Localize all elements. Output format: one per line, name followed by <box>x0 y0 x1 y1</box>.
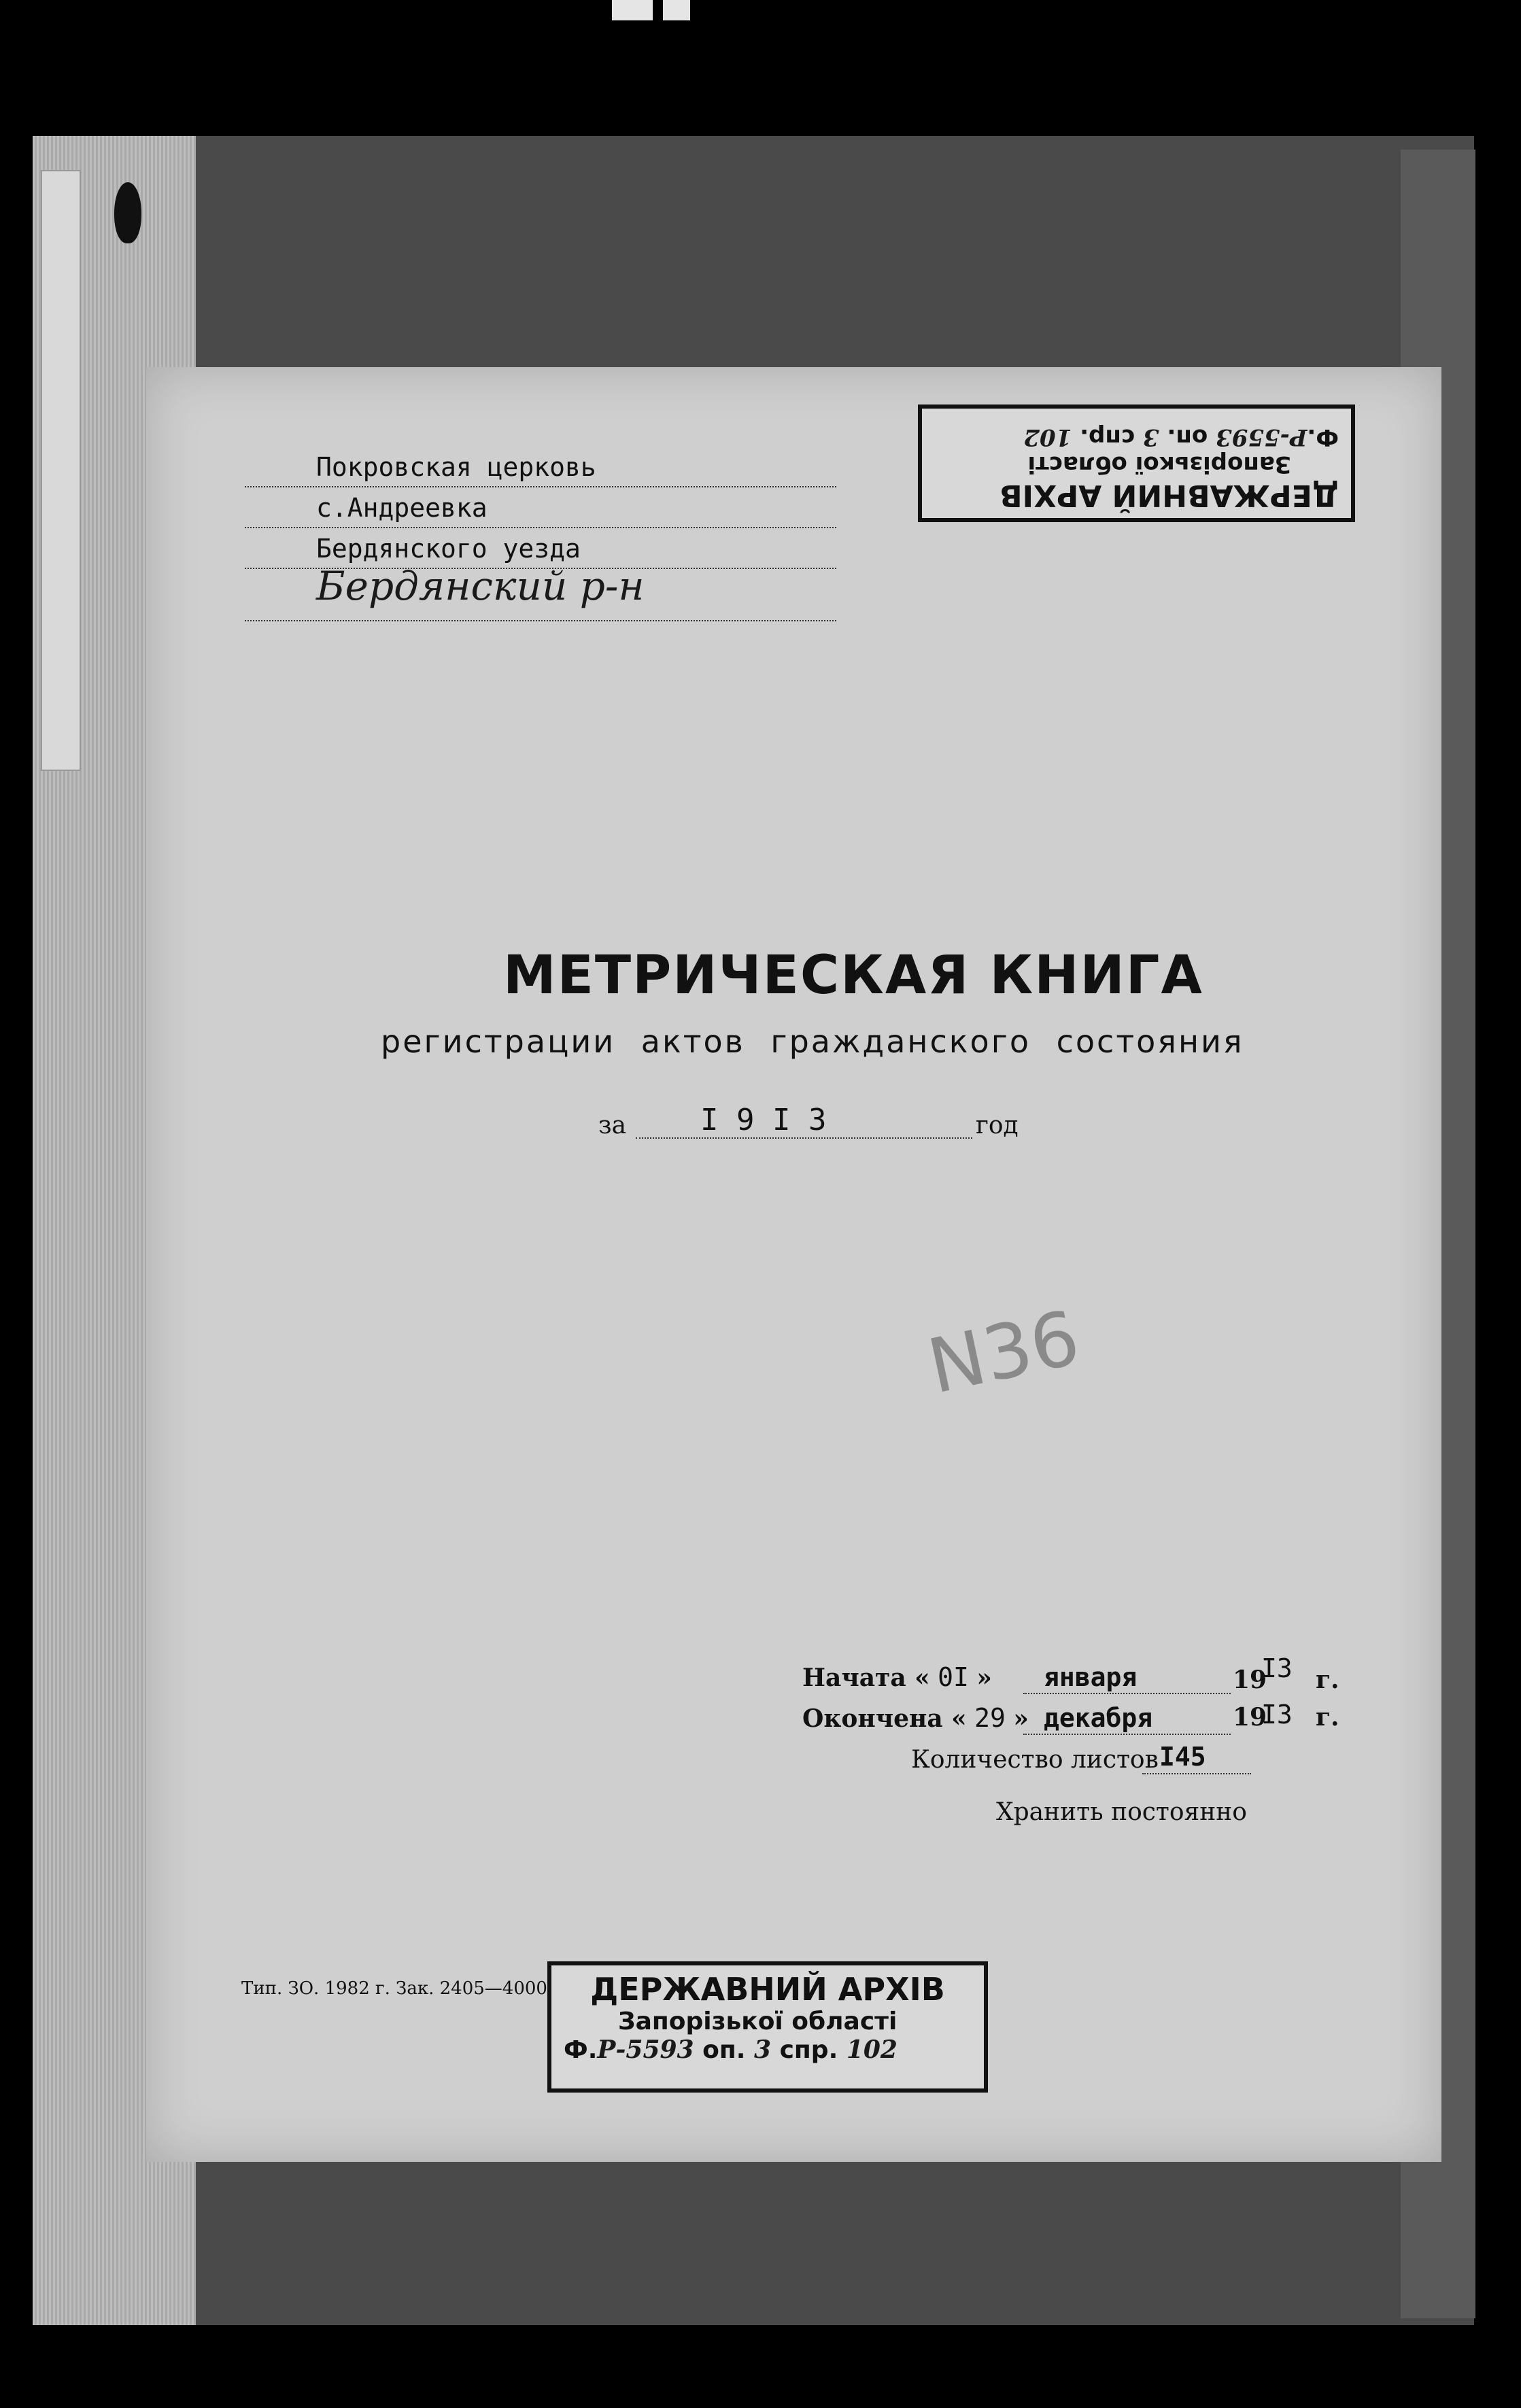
stamp-archive-name: ДЕРЖАВНИЙ АРХІВ <box>999 478 1339 513</box>
stamp-op-label: оп. <box>702 2036 746 2064</box>
binding-hole <box>114 182 141 243</box>
stamp-spr-label: спр. <box>779 2036 838 2064</box>
film-mark-right <box>663 0 690 20</box>
start-mid: » <box>976 1664 992 1692</box>
start-year: I3 <box>1261 1653 1293 1683</box>
stamp-spr: 102 <box>846 2035 898 2064</box>
end-month: декабря <box>1044 1703 1153 1733</box>
start-row <box>802 1662 992 1692</box>
stamp-spr: 102 <box>1023 424 1072 451</box>
county-name: Бердянского уезда <box>316 534 581 564</box>
print-info: Тип. ЗО. 1982 г. Зак. 2405—4000 <box>241 1978 547 1999</box>
end-century: 19 <box>1233 1703 1267 1732</box>
keep-note: Хранить постоянно <box>996 1798 1247 1826</box>
start-label: Начата « <box>802 1664 930 1692</box>
month-line <box>1023 1734 1231 1735</box>
stamp-fond-label: Ф. <box>564 2036 598 2064</box>
stamp-fond: Р-5593 <box>597 2035 694 2064</box>
stamp-archive-name: ДЕРЖАВНИЙ АРХІВ <box>590 1971 945 2008</box>
spine-strip <box>41 170 81 771</box>
dotted-line <box>245 527 836 528</box>
stamp-op-label: оп. <box>1167 424 1208 451</box>
dotted-line <box>245 486 836 487</box>
sheets-label: Количество листов <box>911 1746 1159 1774</box>
start-day: 0I <box>938 1662 969 1692</box>
stamp-spr-label: спр. <box>1080 424 1135 451</box>
year-suffix: год <box>976 1112 1019 1139</box>
archive-stamp-bottom <box>547 1961 988 2093</box>
end-day: 29 <box>974 1703 1006 1733</box>
stamp-op: 3 <box>1142 424 1159 451</box>
start-month: января <box>1044 1662 1138 1692</box>
end-row <box>802 1703 1029 1733</box>
stamp-fond: Р-5593 <box>1216 424 1308 451</box>
village-name: с.Андреевка <box>316 493 488 523</box>
stamp-fond-label: Ф. <box>1307 424 1339 451</box>
stamp-region: Запорізької області <box>1027 451 1291 478</box>
film-mark-left <box>612 0 653 20</box>
month-line <box>1023 1693 1231 1694</box>
archive-stamp-top <box>918 405 1355 522</box>
church-name: Покровская церковь <box>316 452 596 482</box>
stamp-region: Запорізької області <box>618 2008 898 2035</box>
end-label: Окончена « <box>802 1704 967 1733</box>
book-subtitle: регистрации актов гражданского состояния <box>381 1023 1244 1060</box>
sheets-count: I45 <box>1159 1742 1206 1772</box>
handwritten-district: Бердянский р-н <box>316 563 645 609</box>
start-century: 19 <box>1233 1666 1267 1694</box>
stamp-reference <box>564 2035 972 2064</box>
stamp-reference <box>934 424 1339 451</box>
cover-label <box>146 367 1441 2162</box>
pencil-note: N36 <box>921 1294 1087 1411</box>
year-value: I 9 I 3 <box>700 1103 827 1137</box>
end-suffix: г. <box>1316 1703 1339 1732</box>
year-line <box>636 1137 972 1139</box>
sheets-line <box>1142 1773 1251 1774</box>
end-year: I3 <box>1261 1700 1293 1730</box>
dotted-line <box>245 620 836 621</box>
end-mid: » <box>1013 1704 1029 1733</box>
year-prefix: за <box>598 1112 627 1139</box>
stamp-op: 3 <box>753 2035 772 2064</box>
start-suffix: г. <box>1316 1666 1339 1694</box>
book-title: МЕТРИЧЕСКАЯ КНИГА <box>503 945 1203 1006</box>
